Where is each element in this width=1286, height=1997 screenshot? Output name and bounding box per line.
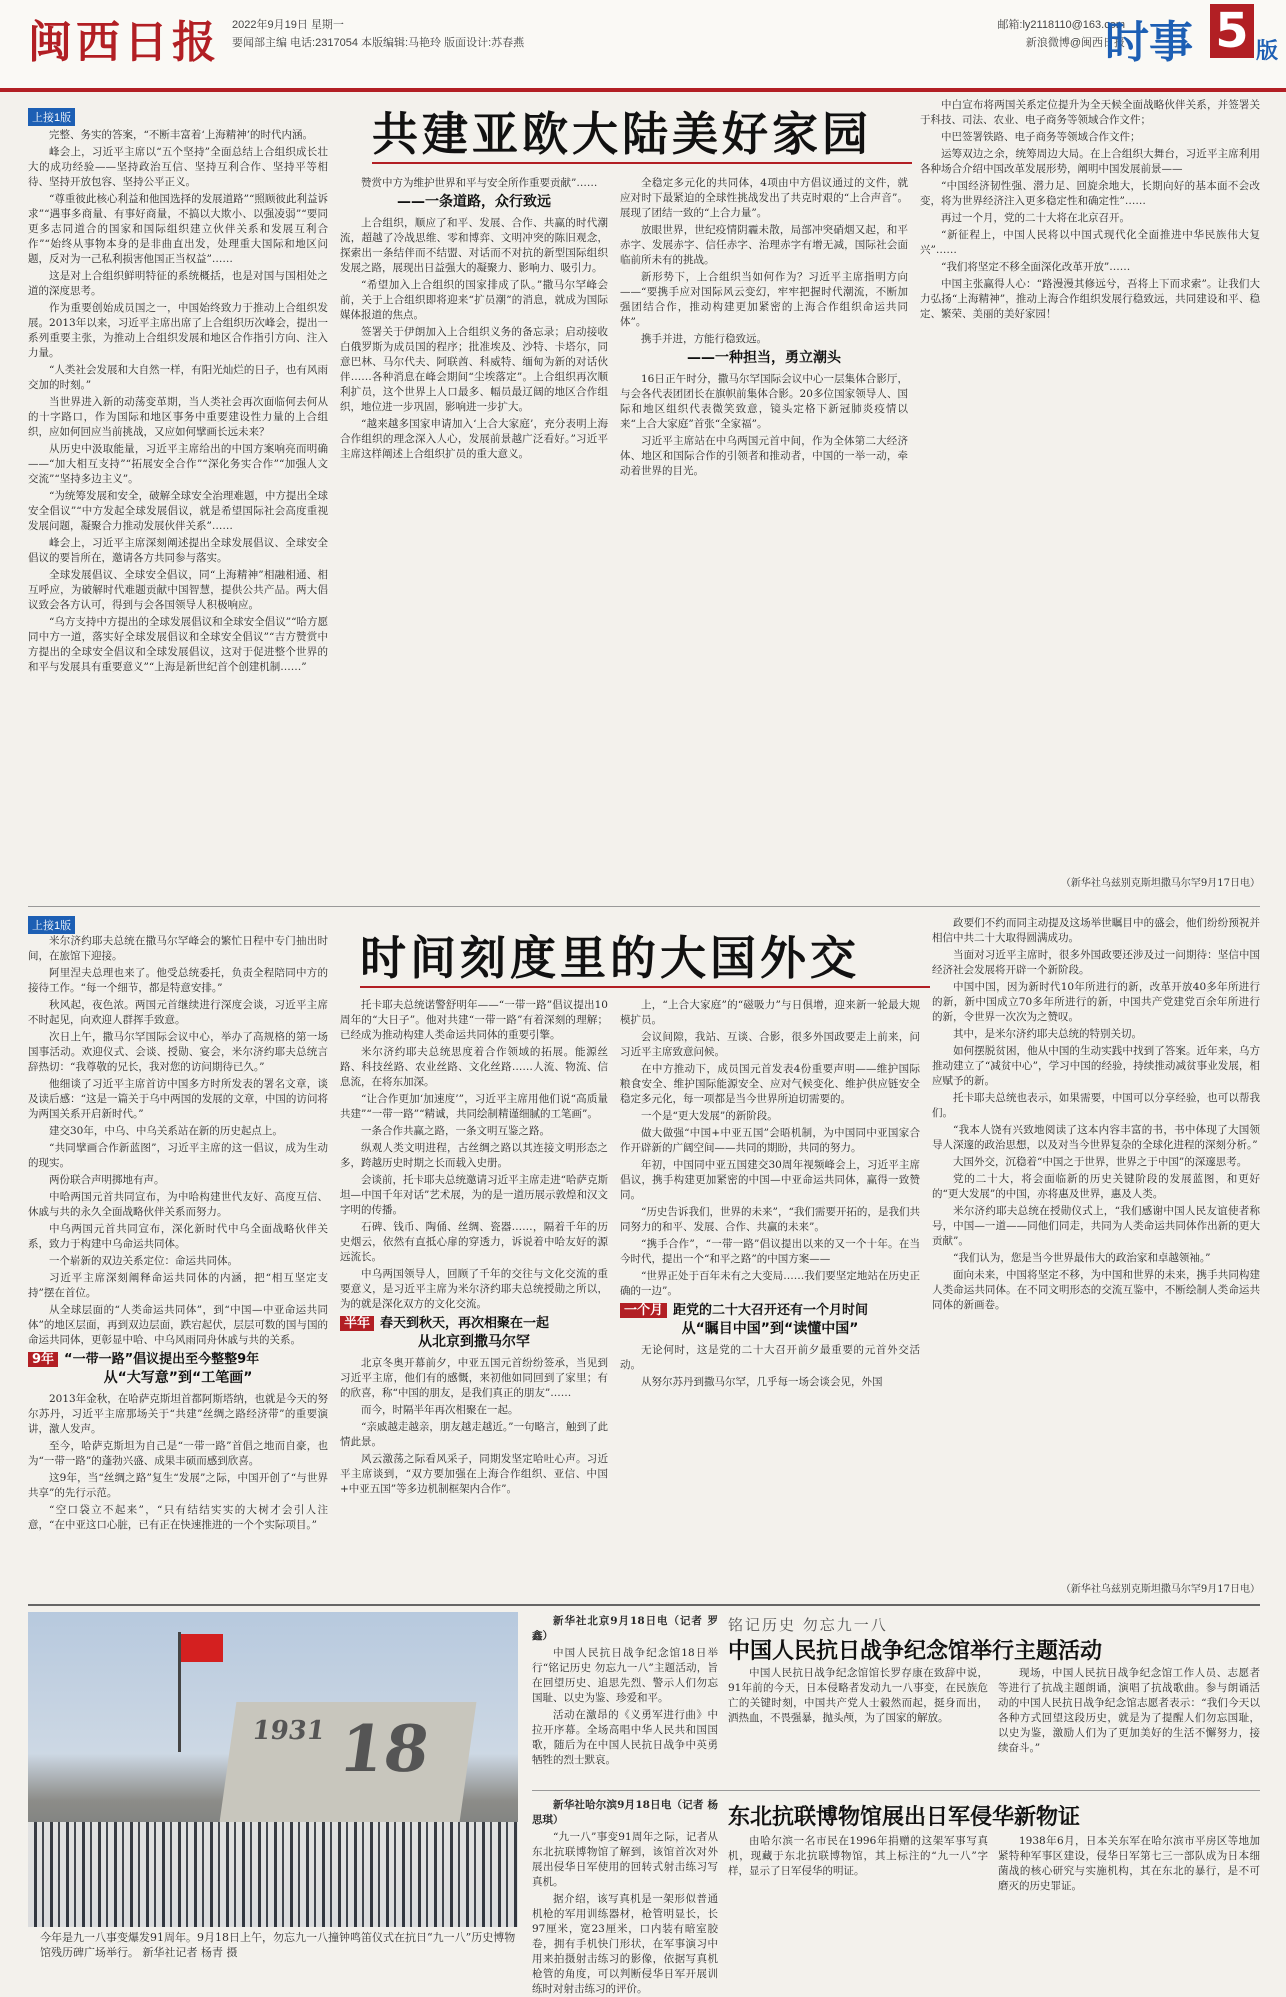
article-2-column-4: [932, 916, 1260, 1576]
paragraph: 这是对上合组织鲜明特征的系统概括，也是对国与国相处之道的深度思考。: [28, 270, 328, 297]
dateline: 新华社哈尔滨9月18日电（记者 杨思琪）: [532, 1799, 718, 1826]
paragraph: 中巴签署铁路、电子商务等领域合作文件；: [941, 131, 1141, 143]
paragraph: 会谈前，托卡耶夫总统邀请习近平主席走进“哈萨克斯坦—中国千年对话”艺术展，为的是一道历展示敦煌和汉文字明的传播。: [340, 1174, 608, 1216]
paragraph: 上合组织，顺应了和平、发展、合作、共赢的时代潮流，超越了冷战思维、零和博弈、文明冲突的陈旧观念，探索出一条结伴而不结盟、对话而不对抗的新型国际组织发展之路，展现出日益强大的凝聚力、影响力、吸引力。: [340, 217, 608, 274]
memorial-photo: [28, 1612, 518, 1927]
paragraph: “乌方支持中方提出的全球发展倡议和全球安全倡议”“哈方愿同中方一道，落实好全球发展倡议和全球安全倡议”“吉方赞赏中方提出的全球安全倡议和全球发展倡议，这对于促进整个世界的和平与发展具有重要意义”“上海是新世纪首个创建机制……”: [28, 616, 328, 673]
story-1-headline: 中国人民抗日战争纪念馆举行主题活动: [728, 1639, 1103, 1664]
paragraph: 中乌两国元首共同宣布，深化新时代中乌全面战略伙伴关系，致力于构建中乌命运共同体。: [28, 1223, 328, 1250]
article-2-column-1: [28, 934, 328, 1596]
paragraph: 完整、务实的答案，“不断丰富着‘上海精神’的时代内涵。: [49, 129, 314, 141]
paragraph: 托卡耶夫总统也表示，如果需要，中国可以分享经验，也可以帮我们。: [932, 1092, 1260, 1119]
paragraph: 面向未来，中国将坚定不移，为中国和世界的未来，携手共同构建人类命运共同体。在不同文明形态的交流互鉴中，不断绘制人类命运共同体的新画卷。: [932, 1269, 1260, 1311]
paragraph: 托卡耶夫总统诺警舒明年——“一带一路”倡议提出10周年的“大日子”。他对共建“一带一路”有着深刻的理解；已经成为推动构建人类命运共同体的重要引擎。: [340, 999, 608, 1041]
paragraph: 16日正午时分，撒马尔罕国际会议中心一层集体合影厅，与会各代表团团长在旗帜前集体合影。20多位国家领导人、国际和地区组织代表微笑致意，镜头定格下新冠肺炎疫情以来“上合大家庭”首张“全家福”。: [620, 373, 908, 430]
dateline: 新华社北京9月18日电（记者 罗鑫）: [532, 1615, 718, 1642]
paragraph: 政要们不约而同主动提及这场举世瞩目中的盛会，他们纷纷预祝并相信中共二十大取得圆满成功。: [932, 917, 1260, 944]
article-2-headline: 时间刻度里的大国外交: [360, 931, 860, 985]
paragraph: 至今，哈萨克斯坦为自己是“一带一路”首倡之地而自豪，也为“一带一路”的蓬勃兴盛、成果丰硕而感到欣喜。: [28, 1440, 328, 1467]
subheading-tag: 一个月: [620, 1303, 667, 1318]
memorial-stories: [532, 1612, 1260, 1995]
paragraph: “携手合作”，“一带一路”倡议提出以来的又一个十年。在当今时代，提出一个“和平之路”的中国方案——: [620, 1238, 920, 1265]
paragraph: 携手并进，方能行稳致远。: [641, 333, 767, 345]
paragraph: 当面对习近平主席时，很多外国政要还涉及过一问期待：坚信中国经济社会发展将开辟一个新阶段。: [932, 949, 1260, 976]
paragraph: 放眼世界，世纪疫情阴霾未散，局部冲突硝烟又起，和平赤字、发展赤字、信任赤字、治理赤字有增无减，国际社会面临前所未有的挑战。: [620, 224, 908, 266]
paragraph: “希望加入上合组织的国家排成了队。”撒马尔罕峰会前，关于上合组织即将迎来“扩员潮”的消息，就成为国际媒体报道的焦点。: [340, 279, 608, 321]
subheading-line-2: 从“瞩目中国”到“读懂中国”: [681, 1321, 859, 1337]
paragraph: “共同擘画合作新蓝图”，习近平主席的这一倡议，成为生动的现实。: [28, 1142, 328, 1169]
subheading-tag: 9年: [28, 1352, 58, 1367]
paragraph: 峰会上，习近平主席以“五个坚持”全面总结上合组织成长壮大的成功经验——坚持政治互信、坚持互利合作、坚持平等相待、坚持开放包容、坚持公平正义。: [28, 146, 328, 188]
article-1: [0, 92, 1286, 904]
paragraph: 其中，是米尔济约耶夫总统的特别关切。: [953, 1028, 1142, 1040]
continued-tag: 上接1版: [28, 916, 75, 934]
paragraph: 中国人民抗日战争纪念馆18日举行“铭记历史 勿忘九一八”主题活动，旨在回望历史、追思先烈、警示人们勿忘国耻、以史为鉴、珍爱和平。: [532, 1647, 718, 1704]
photo-caption: [40, 1930, 520, 1960]
article-1-signature: （新华社乌兹别克斯坦撒马尔罕9月17日电）: [1060, 878, 1260, 889]
paragraph: “新征程上，中国人民将以中国式现代化全面推进中华民族伟大复兴”……: [920, 229, 1260, 256]
paragraph: 全球发展倡议、全球安全倡议，同“上海精神”相融相通、相互呼应，为破解时代难题贡献中国智慧，提供公共产品。两大倡议致会各方认可，得到与会各国领导人积极响应。: [28, 569, 328, 611]
paragraph: 建交30年，中乌、中乌关系站在新的历史起点上。: [49, 1125, 283, 1137]
paragraph: “九一八”事变91周年之际，记者从东北抗联博物馆了解到，该馆首次对外展出侵华日军使用的回转式射击练习写真机。: [532, 1831, 718, 1888]
paragraph: “历史告诉我们，世界的未来”，“我们需要开拓的，是我们共同努力的和平、发展、合作、共赢的未来”。: [620, 1206, 920, 1233]
paragraph: 由哈尔滨一名市民在1996年捐赠的这架军事写真机，现藏于东北抗联博物馆，其上标注的“九一八”字样，显示了日军侵华的明证。: [728, 1835, 988, 1877]
paragraph: “让合作更加‘加速度’”，习近平主席用他们说“高质量共建”“一带一路”“精诚，共同绘制精谨细腻的工笔画”。: [340, 1093, 608, 1120]
paragraph: 米尔济约耶夫总统在授勋仪式上，“我们感谢中国人民友谊使者称号，中国—一道——同他们同走，共同为人类命运共同体作出新的更大贡献”。: [932, 1205, 1260, 1247]
article-2: [0, 910, 1286, 1600]
subheading: ——一条道路，众行致远: [397, 194, 551, 210]
paragraph: 米尔济约耶夫总统在撒马尔罕峰会的繁忙日程中专门抽出时间，在旅馆下迎接。: [28, 935, 328, 962]
story-2-column-1: [532, 1798, 718, 1995]
paragraph: 会议间隙，我站、互谈、合影，很多外国政要走上前来，问习近平主席致意问候。: [620, 1031, 920, 1058]
article-1-column-4: [920, 98, 1260, 868]
page-number: 5: [1210, 4, 1254, 58]
paragraph: 两份联合声明掷地有声。: [49, 1174, 165, 1186]
subheading-text: “一带一路”倡议提出至今整整9年: [64, 1352, 260, 1367]
paragraph: 上，“上合大家庭”的“磁吸力”与日俱增，迎来新一轮最大规模扩员。: [620, 999, 920, 1026]
china-flag-icon: [181, 1634, 223, 1662]
story-divider: [532, 1790, 1260, 1791]
contact-email: 邮箱:ly2118110@163.com: [997, 19, 1125, 31]
continued-tag: 上接1版: [28, 108, 75, 126]
monument-year: 1931: [250, 1716, 327, 1746]
paragraph: 当世界进入新的动荡变革期，当人类社会再次面临何去何从的十字路口，作为国际和地区事务中重要建设性力量的上合组织，应如何回应当前挑战，又应如何擘画长远未来？: [28, 396, 328, 438]
article-2-signature: （新华社乌兹别克斯坦撒马尔罕9月17日电）: [1060, 1584, 1260, 1595]
paragraph: 全稳定多元化的共同体，4项由中方倡议通过的文件，就应对时下最紧迫的全球性挑战发出了共克时艰的“上合声音”。展现了团结一致的“上合力量”。: [620, 177, 908, 219]
issue-date: 2022年9月19日 星期一: [232, 19, 344, 31]
paragraph: 如何摆脱贫困，他从中国的生动实践中找到了答案。近年来，乌方推动建立了“减贫中心”，学习中国的经验，持续推动减贫事业发展，相应赋予的新。: [932, 1045, 1260, 1087]
paragraph: 秋风起，夜色浓。两国元首继续进行深度会谈，习近平主席不时起见，向欢迎人群挥手致意。: [28, 999, 328, 1026]
photo-caption-text: 今年是九一八事变爆发91周年。9月18日上午，勿忘九一八撞钟鸣笛仪式在抗日“九一八”历史博物馆残历碑广场举行。: [40, 1931, 516, 1959]
paragraph: 从历史中汲取能量，习近平主席给出的中国方案响亮而明确——“加大相互支持”“拓展安全合作”“深化务实合作”“加强人文交流”“坚持多边主义”。: [28, 443, 328, 485]
photo-credit: 新华社记者 杨青 摄: [142, 1946, 238, 1959]
paragraph: 风云激荡之际看风采子，同期发坚定哈吐心声。习近平主席谈到，“双方要加强在上海合作组织、亚信、中国+中亚五国”等多边机制框架内合作”。: [340, 1453, 608, 1495]
subheading-line-2: 从“大写意”到“工笔画”: [103, 1370, 253, 1386]
paragraph: 纵观人类文明进程，古丝绸之路以其连接文明形态之多，跨越历史时期之长而载入史册。: [340, 1142, 608, 1169]
subheading-half-year: [340, 1316, 608, 1331]
paragraph: 他细谈了习近平主席首访中国多方时所发表的署名文章，谈及读后感：“这是一篇关于乌中两国的发展的文章，中国的访问将为两国关系开启新时代。”: [28, 1078, 328, 1120]
weibo-account: 新浪微博@闽西日报: [1025, 37, 1125, 49]
kicker: 铭记历史 勿忘九一八: [728, 1616, 888, 1634]
masthead: [0, 0, 1286, 92]
paragraph: “我们将坚定不移全面深化改革开放”……: [941, 261, 1131, 273]
paragraph: 大国外交，沉稳着“中国之于世界，世界之于中国”的深邃思考。: [953, 1156, 1248, 1168]
subheading-line-2: 从北京到撒马尔罕: [418, 1334, 530, 1350]
paragraph: 一个是“更大发展”的新阶段。: [641, 1110, 778, 1122]
article-1-column-2: [340, 176, 608, 898]
story-1-column-1: [532, 1614, 718, 1784]
article-2-column-2: [340, 998, 608, 1596]
paragraph: “亲戚越走越亲，朋友越走越近。”一句略言，触到了此情此景。: [340, 1421, 608, 1448]
section-title: 时事: [1105, 17, 1193, 68]
headline-rule: [372, 162, 912, 164]
paragraph: “世界正处于百年未有之大变局……我们要坚定地站在历史正确的一边”。: [620, 1270, 920, 1297]
section-divider: [28, 906, 1260, 907]
paragraph: 从努尔苏丹到撒马尔罕，几乎每一场会谈会见，外国: [641, 1376, 883, 1388]
paragraph: 中国中国，因为新时代10年所进行的新，改革开放40多年所进行的新，新中国成立70多年所进行的新，中国共产党建党百余年所进行的新，令世界一次次为之赞叹。: [932, 981, 1260, 1023]
paragraph: 再过一个月，党的二十大将在北京召开。: [941, 212, 1130, 224]
story-1-column-3: [998, 1666, 1260, 1784]
subheading-9-years: [28, 1352, 328, 1367]
crowd-of-students: [28, 1822, 518, 1927]
paragraph: 在中方推动下，成员国元首发表4份重要声明——维护国际粮食安全、维护国际能源安全、应对气候变化、维护供应链安全稳定多元化，每一项都是当今世界所迫切需要的。: [620, 1063, 920, 1105]
paragraph: “尊重彼此核心利益和他国选择的发展道路”“照顾彼此利益诉求”“遇事多商量、有事好商量，不搞以大欺小、以强凌弱”“要同更多志同道合的国家和国际组织建立伙伴关系和发展互利合作”“始终从事物本身的是非曲直出发，处理重大国际和地区问题，反对为一己私利损害他国正当权益”……: [28, 193, 328, 265]
paragraph: 2013年金秋，在哈萨克斯坦首都阿斯塔纳，也就是今天的努尔苏丹，习近平主席那场关于“共建”丝绸之路经济带”的重要演讲，激人发声。: [28, 1393, 328, 1435]
paragraph: “人类社会发展和大自然一样，有阳光灿烂的日子，也有风雨交加的时刻。”: [28, 364, 328, 391]
paragraph: 新形势下，上合组织当如何作为？习近平主席指明方向——“要携手应对国际风云变幻，牢牢把握时代潮流，不断加强团结合作，推动构建更加紧密的上海合作组织命运共同体”。: [620, 271, 908, 328]
paragraph: 中国人民抗日战争纪念馆馆长罗存康在致辞中说，91年前的今天，日本侵略者发动九一八事变，在民族危亡的关键时刻，中国共产党人士毅然而起，挺身而出，洒热血，不畏强暴，抛头颅，为了国家的解放。: [728, 1667, 988, 1724]
paragraph: 年初，中国同中亚五国建交30周年视频峰会上，习近平主席倡议，携手构建更加紧密的中国—中亚命运共同体，赢得一致赞同。: [620, 1159, 920, 1201]
paragraph: 从全球层面的“人类命运共同体”，到“中国—中亚命运共同体”的地区层面，再到双边层面，跌宕起伏，层层可数的国与国的命运共同体，更彰显中哈、中乌风雨同舟休戚与共的关系。: [28, 1304, 328, 1346]
paragraph: 现场，中国人民抗日战争纪念馆工作人员、志愿者等进行了抗战主题朗诵，演唱了抗战歌曲。参与朗诵活动的中国人民抗日战争纪念馆志愿者表示：“我们今天以各种方式回望这段历史，就是为了提醒人们勿忘国耻，以史为鉴，激励人们为了更加美好的生活不懈努力，接续奋斗。”: [998, 1667, 1260, 1754]
paragraph: 峰会上，习近平主席深刻阐述提出全球发展倡议、全球安全倡议的要旨所在，邀请各方共同参与落实。: [28, 537, 328, 564]
subheading-tag: 半年: [340, 1316, 374, 1331]
paragraph: “我本人饶有兴致地阅读了这本内容丰富的书，书中体现了大国领导人深邃的政治思想，以及对当今世界复杂的全球化进程的深刻分析。”: [932, 1124, 1260, 1151]
story-2-column-3: [998, 1834, 1260, 1948]
article-2-column-3: [620, 998, 920, 1596]
paragraph: 1938年6月，日本关东军在哈尔滨市平房区等地加紧特种军事区建设，侵华日军第七三一部队成为日本细菌战的核心研究与实施机构，其在东北的暴行，是不可磨灭的历史罪证。: [998, 1835, 1260, 1892]
article-1-column-3: [620, 176, 908, 898]
paragraph: 做大做强“中国+中亚五国”会晤机制，为中国同中亚国家合作开辟新的广阔空间——共同的期盼，共同的努力。: [620, 1127, 920, 1154]
subheading: ——一种担当，勇立潮头: [687, 350, 841, 366]
headline-rule: [360, 986, 930, 988]
paragraph: 次日上午，撒马尔罕国际会议中心，举办了高规格的第一场国事活动。欢迎仪式、会谈、授勋、宴会，米尔济约耶夫总统言辞热切：“我尊敬的兄长，我对您的访问期待已久。”: [28, 1031, 328, 1073]
paragraph: 签署关于伊朗加入上合组织义务的备忘录；启动接收白俄罗斯为成员国的程序；批准埃及、沙特、卡塔尔，同意巴林、马尔代夫、阿联酋、科威特、缅甸为新的对话伙伴……各种消息在峰会期间“尘埃落定”。上合组织再次顺利扩员，这个世界上人口最多、幅员最辽阔的地区合作组织，地位进一步巩固，影响进一步扩大。: [340, 326, 608, 413]
paragraph: 石碑、钱币、陶俑、丝绸、瓷器……，隔着千年的历史烟云，依然有直抵心扉的穿透力，诉说着中哈友好的源远流长。: [340, 1221, 608, 1263]
paragraph: 这9年，当“丝绸之路”复生“发展”之际，中国开创了“与世界共享”的先行示范。: [28, 1472, 328, 1499]
paragraph: 据介绍，该写真机是一架形似普通机枪的军用训练器材，枪管明显长，长97厘米，宽23厘米，口内装有暗室胶卷，拥有手机快门形状，在军事演习中用来拍摄射击练习的影像，依据写真机枪管的角度，可以判断侵华日军开展训练时对射击练习的评价。: [532, 1893, 718, 1995]
subheading-text: 距党的二十大召开还有一个月时间: [673, 1303, 869, 1318]
paragraph: 党的二十大，将会面临新的历史关键阶段的发展蓝图，和更好的“更大发展”的中国，亦将惠及世界，惠及人类。: [932, 1173, 1260, 1200]
subheading-text: 春天到秋天，再次相聚在一起: [380, 1316, 550, 1331]
paragraph: 中哈两国元首共同宣布，为中哈构建世代友好、高度互信、休戚与共的永久全面战略伙伴关系而努力。: [28, 1191, 328, 1218]
paragraph: 中白宣布将两国关系定位提升为全天候全面战略伙伴关系，并签署关于科技、司法、农业、电子商务等领域合作文件；: [920, 99, 1260, 126]
story-2-column-2: [728, 1834, 988, 1948]
paragraph: “中国经济韧性强、潜力足、回旋余地大，长期向好的基本面不会改变，将为世界经济注入更多稳定性和确定性”……: [920, 180, 1260, 207]
paragraph: “越来越多国家申请加入‘上合大家庭’，充分表明上海合作组织的理念深入人心，发展前景越广泛看好。”习近平主席这样阐述上合组织扩员的重大意义。: [340, 418, 608, 460]
paragraph: 中国主张赢得人心：“路漫漫其修远兮，吾将上下而求索”。让我们大力弘扬“上海精神”，推动上海合作组织发展行稳致远，共同建设和平、稳定、繁荣、美丽的美好家园！: [920, 278, 1260, 320]
paragraph: “为统筹发展和安全，破解全球安全治理难题，中方提出全球安全倡议”“中方发起全球发展倡议，就是希望国际社会高度重视发展问题，凝聚合力推动发展伙伴关系”……: [28, 490, 328, 532]
story-1-column-2: [728, 1666, 988, 1784]
article-1-headline: 共建亚欧大陆美好家园: [372, 107, 872, 161]
paragraph: 米尔济约耶夫总统思度着合作领域的拓展。能源丝路、科技丝路、农业丝路、文化丝路……人流、物流、信息流，在将东加深。: [340, 1046, 608, 1088]
paragraph: 运筹双边之余，统筹周边大局。在上合组织大舞台，习近平主席利用各种场合介绍中国改革发展形势，阐明中国发展前景——: [920, 148, 1260, 175]
story-2-headline: 东北抗联博物馆展出日军侵华新物证: [728, 1805, 1081, 1830]
paragraph: 一条合作共赢之路，一条文明互鉴之路。: [361, 1125, 550, 1137]
page-unit: 版: [1256, 39, 1279, 64]
paragraph: 北京冬奥开幕前夕，中亚五国元首纷纷签承，当见到习近平主席，他们有的感慨，来初他如同回到了家里；有的欣喜，称“中国的朋友，是我们真正的朋友”……: [340, 1357, 608, 1399]
paragraph: 一个崭新的双边关系定位：命运共同体。: [49, 1255, 238, 1267]
paragraph: 赞赏中方为维护世界和平与安全所作重要贡献”……: [361, 177, 598, 189]
paragraph: 作为重要创始成员国之一，中国始终致力于推动上合组织发展。2013年以来，习近平主席出席了上合组织历次峰会，提出一系列重要主张，为推动上合组织发展和地区合作指引方向、注入力量。: [28, 302, 328, 359]
paragraph: 习近平主席站在中乌两国元首中间，作为全体第二大经济体、地区和国际合作的引领者和推动者，中国的一举一动，牵动着世界的目光。: [620, 435, 908, 477]
calendar-monument: [220, 1702, 477, 1822]
paragraph: 而今，时隔半年再次相聚在一起。: [361, 1404, 519, 1416]
paragraph: 活动在激昂的《义勇军进行曲》中拉开序幕。全场高唱中华人民共和国国歌，随后为在中国人民抗日战争中英勇牺牲的烈士默哀。: [532, 1709, 718, 1766]
paragraph: 无论何时，这是党的二十大召开前夕最重要的元首外交活动。: [620, 1344, 920, 1371]
staff-credits: 要闻部主编 电话:2317054 本版编辑:马艳玲 版面设计:苏春燕: [232, 37, 525, 49]
paragraph: 习近平主席深刻阐释命运共同体的内涵，把“相互坚定支持”摆在首位。: [28, 1272, 328, 1299]
section-divider: [28, 1604, 1260, 1606]
monument-day: 18: [334, 1712, 435, 1787]
subheading-one-month: [620, 1303, 920, 1318]
newspaper-logo: 闽西日报: [28, 17, 220, 68]
paragraph: 中乌两国领导人，回顾了千年的交往与文化交流的重要意义，是习近平主席为米尔济约耶夫总统授勋之所以，为的就是深化双方的文化交流。: [340, 1268, 608, 1310]
article-1-column-1: [28, 128, 328, 898]
paragraph: “空口袋立不起来”，“只有结结实实的大树才会引人注意，“在中亚这口心脏，已有正在快速推进的一个个实际项目。”: [28, 1504, 328, 1531]
paragraph: “我们认为，您是当今世界最伟大的政治家和卓越领袖。”: [953, 1252, 1211, 1264]
paragraph: 阿里涅夫总理也来了。他受总统委托，负责全程陪同中方的接待工作。“每一个细节，都是特意安排。”: [28, 967, 328, 994]
